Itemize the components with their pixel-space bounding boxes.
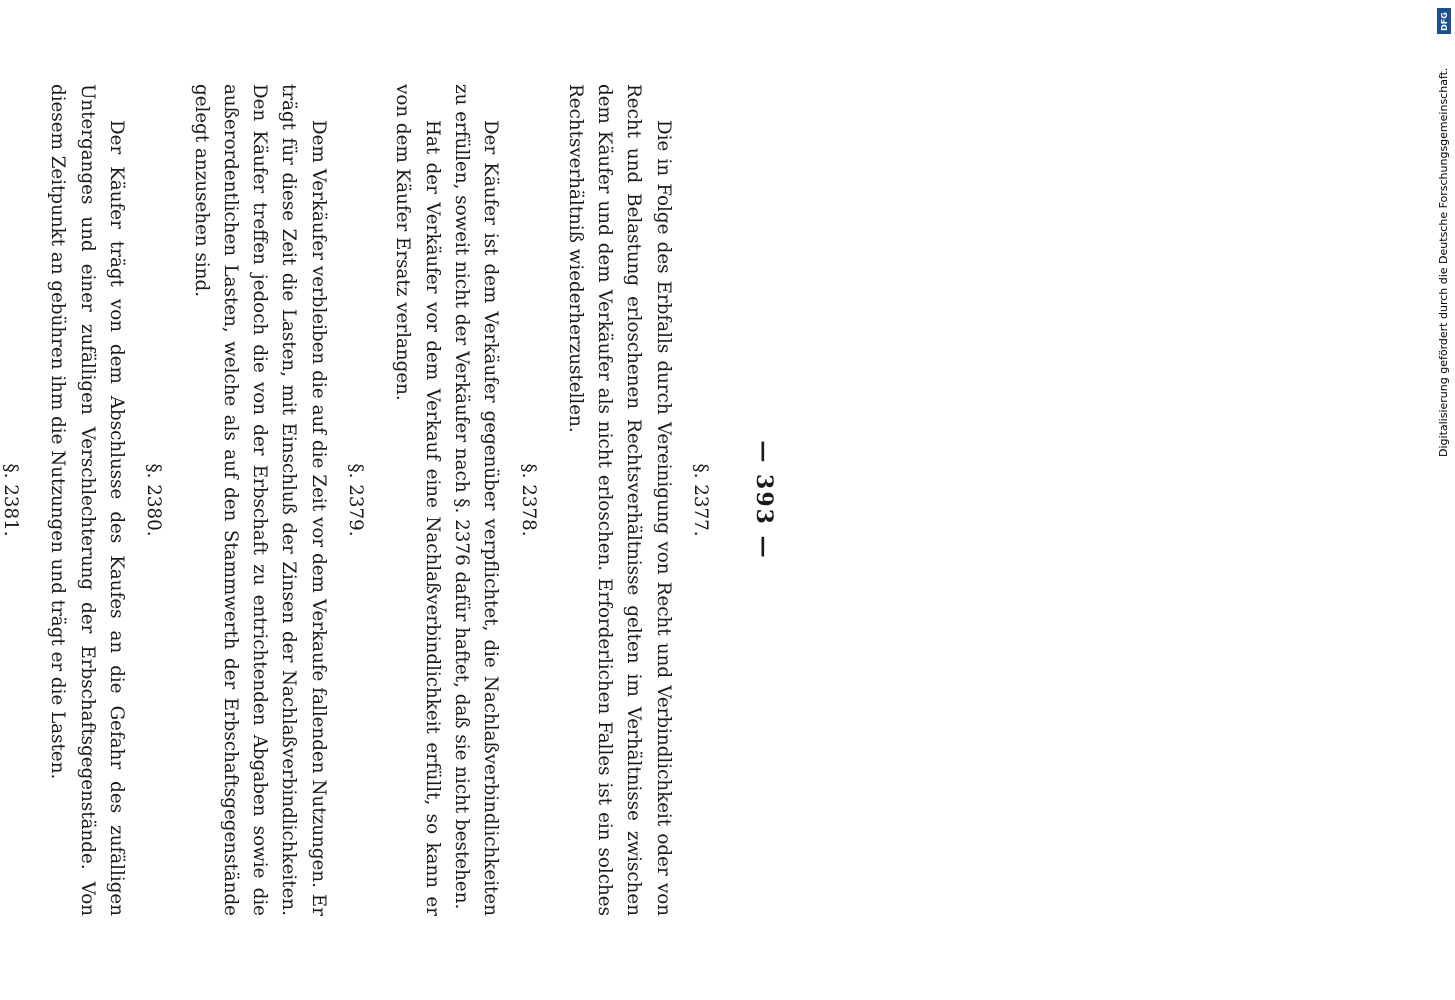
section-heading: §. 2381.: [0, 463, 22, 537]
section-2377: [561, 84, 715, 916]
section-2378: [388, 84, 542, 916]
document-page: [0, 70, 787, 930]
paragraph: Dem Verkäufer verbleiben die auf die Zeit vor dem Verkaufe fallenden Nutzungen. Er trägt für diese Zeit die Lasten, mit Einschluß der Zinsen der Nachlaßverbindlichkeiten. Den Käufer treffen jedoch die von der Erbschaft zu entrichtenden Abgaben sowie die außerordentlichen Lasten, welche als auf den Stammwerth der Erbschaftsgegenstände gelegt anzusehen sind.: [190, 84, 329, 916]
section-heading: §. 2379.: [345, 463, 367, 537]
paragraph: Hat der Verkäufer vor dem Verkauf eine Nachlaßverbindlichkeit erfüllt, so kann er von dem Käufer Ersatz verlangen.: [392, 84, 443, 916]
dfg-logo-icon: DFG: [1437, 8, 1451, 34]
section-2381: [0, 84, 25, 916]
section-heading: §. 2378.: [517, 463, 539, 537]
section-heading: §. 2380.: [143, 463, 165, 537]
paragraph: Der Käufer trägt von dem Abschlusse des Kaufes an die Gefahr des zufälligen Unterganges und einer zufälligen Verschlechterung der Erbschaftsgegenstände. Von diesem Zeitpunkt an gebühren ihm die Nutzungen und trägt er die Lasten.: [47, 84, 127, 916]
dfg-watermark-text: Digitalisierung gefördert durch die Deutsche Forschungsgemeinschaft.: [1437, 67, 1450, 457]
section-2379: [186, 84, 370, 916]
page-body: [0, 84, 719, 916]
section-heading: §. 2377.: [690, 463, 711, 537]
paragraph: Der Käufer ist dem Verkäufer gegenüber verpflichtet, die Nachlaßverbindlichkeiten zu erfüllen, soweit nicht der Verkäufer nach §. 2376 dafür haftet, daß sie nicht bestehen.: [450, 84, 502, 916]
section-2380: [43, 84, 168, 916]
paragraph: Die in Folge des Erbfalls durch Vereinigung von Recht und Verbindlichkeit oder von Recht und Belastung erloschenen Rechtsverhältnisse gelten im Verhältnisse zwischen dem Käufer und dem Verkäufer als nicht erloschen. Erforderlichen Falles ist ein solches Rechtsverhältniß wiederherzustellen.: [564, 84, 674, 916]
page-header: — 393 —: [751, 440, 777, 560]
dfg-watermark: [1437, 8, 1451, 457]
